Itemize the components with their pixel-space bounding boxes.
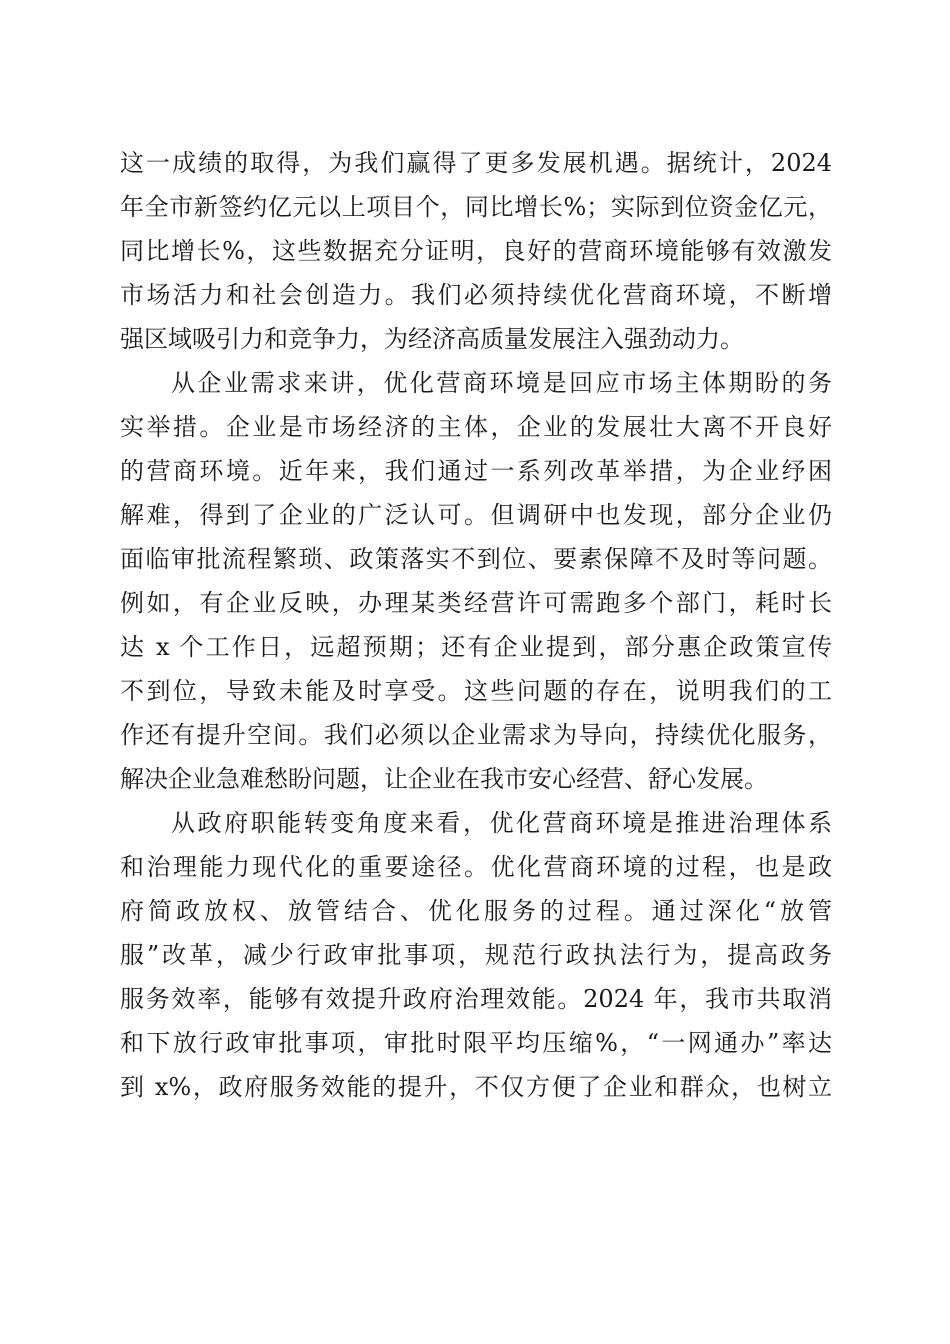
text-line: 这一成绩的取得，为我们赢得了更多发展机遇。据统计，2024: [120, 149, 832, 177]
text-line: 和治理能力现代化的重要途径。优化营商环境的过程，也是政: [120, 853, 832, 881]
text-line: 解决企业急难愁盼问题，让企业在我市安心经营、舒心发展。: [120, 765, 768, 793]
text-line: 例如，有企业反映，办理某类经营许可需跑多个部门，耗时长: [120, 589, 832, 617]
text-line: 府简政放权、放管结合、优化服务的过程。通过深化“放管: [120, 897, 832, 925]
text-line: 达 x 个工作日，远超预期；还有企业提到，部分惠企政策宣传: [120, 633, 832, 661]
text-line: 到 x%，政府服务效能的提升，不仅方便了企业和群众，也树立: [120, 1073, 832, 1101]
text-line: 年全市新签约亿元以上项目个，同比增长%；实际到位资金亿元，: [120, 193, 832, 221]
text-line: 市场活力和社会创造力。我们必须持续优化营商环境，不断增: [120, 281, 832, 309]
text-line: 作还有提升空间。我们必须以企业需求为导向，持续优化服务，: [120, 721, 832, 749]
text-line: 不到位，导致未能及时享受。这些问题的存在，说明我们的工: [120, 677, 832, 705]
paragraph-3: [120, 801, 832, 1109]
document-body: [120, 141, 832, 1109]
text-line: 面临审批流程繁琐、政策落实不到位、要素保障不及时等问题。: [120, 545, 832, 573]
text-line: 和下放行政审批事项，审批时限平均压缩%，“一网通办”率达: [120, 1029, 832, 1057]
text-line: 服务效率，能够有效提升政府治理效能。2024 年，我市共取消: [120, 985, 832, 1013]
text-line: 从企业需求来讲，优化营商环境是回应市场主体期盼的务: [171, 369, 832, 397]
text-line: 实举措。企业是市场经济的主体，企业的发展壮大离不开良好: [120, 413, 832, 441]
text-line: 同比增长%，这些数据充分证明，良好的营商环境能够有效激发: [120, 237, 832, 265]
paragraph-2: [120, 361, 832, 801]
text-line: 从政府职能转变角度来看，优化营商环境是推进治理体系: [171, 809, 832, 837]
paragraph-1: [120, 141, 832, 361]
text-line: 服”改革，减少行政审批事项，规范行政执法行为，提高政务: [120, 941, 832, 969]
text-line: 强区域吸引力和竞争力，为经济高质量发展注入强劲动力。: [120, 325, 744, 353]
text-line: 解难，得到了企业的广泛认可。但调研中也发现，部分企业仍: [120, 501, 832, 529]
text-line: 的营商环境。近年来，我们通过一系列改革举措，为企业纾困: [120, 457, 832, 485]
